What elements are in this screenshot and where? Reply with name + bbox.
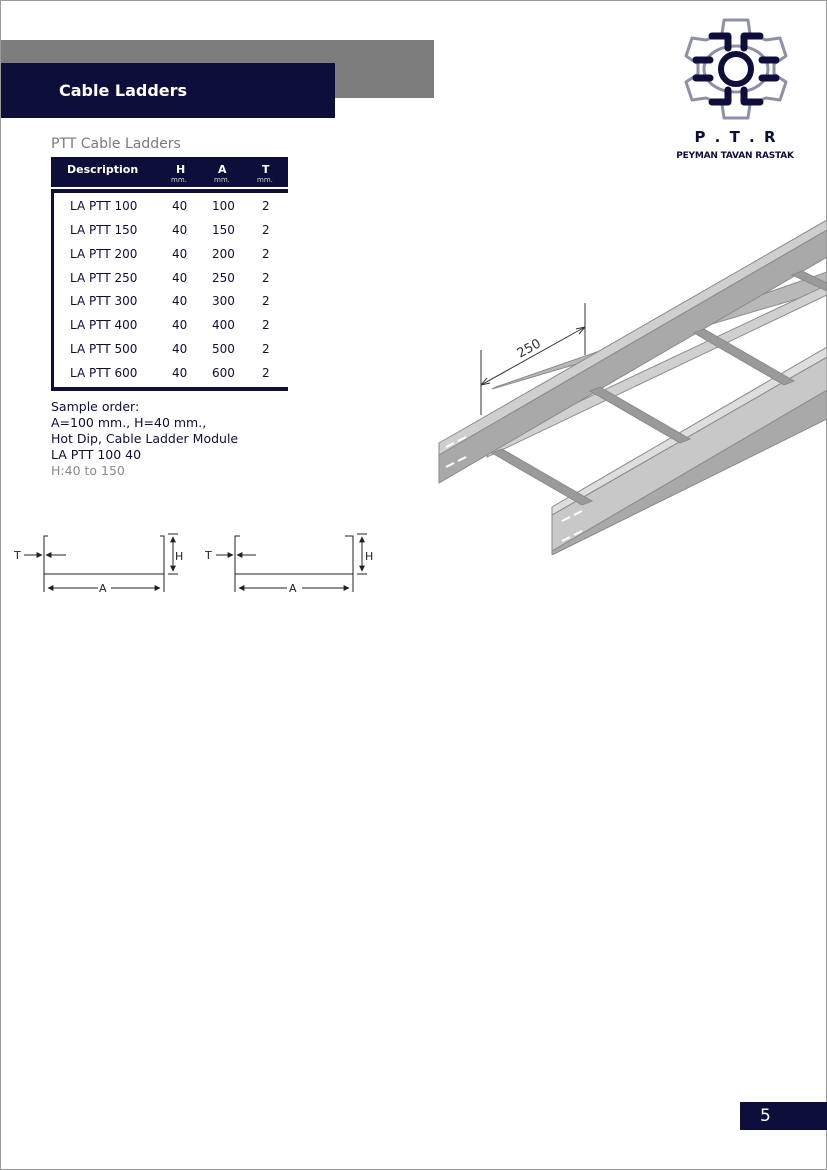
order-line-1: A=100 mm., H=40 mm., — [51, 415, 207, 430]
row-t: 2 — [262, 366, 270, 380]
table-row — [51, 199, 288, 219]
row-t: 2 — [262, 294, 270, 308]
row-h: 40 — [172, 318, 188, 332]
h-label-right: H — [365, 550, 374, 563]
row-h: 40 — [172, 271, 188, 285]
header-h: H — [176, 163, 186, 176]
row-description: LA PTT 150 — [70, 223, 138, 237]
table-header — [51, 157, 288, 187]
row-t: 2 — [262, 318, 270, 332]
table-bottom-rule — [51, 387, 288, 391]
page-number-box — [740, 1102, 827, 1130]
order-line-2: Hot Dip, Cable Ladder Module — [51, 431, 239, 446]
row-description: LA PTT 500 — [70, 342, 138, 356]
a-label-left: A — [99, 582, 107, 595]
row-h: 40 — [172, 294, 188, 308]
row-a: 300 — [212, 294, 235, 308]
row-h: 40 — [172, 247, 188, 261]
row-h: 40 — [172, 366, 188, 380]
logo-text: P . T . R — [694, 128, 778, 146]
table-row — [51, 271, 288, 291]
table-row — [51, 223, 288, 243]
row-a: 600 — [212, 366, 235, 380]
cable-ladder-image — [432, 215, 827, 555]
row-h: 40 — [172, 199, 188, 213]
row-a: 400 — [212, 318, 235, 332]
row-description: LA PTT 400 — [70, 318, 138, 332]
row-description: LA PTT 100 — [70, 199, 138, 213]
row-a: 250 — [212, 271, 235, 285]
row-description: LA PTT 200 — [70, 247, 138, 261]
logo-subtitle: PEYMAN TAVAN RASTAK — [676, 151, 794, 161]
sample-order — [51, 399, 238, 479]
row-t: 2 — [262, 247, 270, 261]
ladder-rung — [492, 449, 592, 505]
t-label-right: T — [205, 549, 212, 562]
row-t: 2 — [262, 271, 270, 285]
row-a: 200 — [212, 247, 235, 261]
profile-diagrams — [10, 528, 390, 600]
header-a: A — [218, 163, 227, 176]
row-h: 40 — [172, 342, 188, 356]
table-top-rule — [51, 189, 288, 193]
header-description: Description — [67, 163, 139, 176]
h-label-left: H — [175, 550, 184, 563]
header-t: T — [262, 163, 270, 176]
a-label-right: A — [289, 582, 297, 595]
order-label: Sample order: — [51, 399, 140, 414]
row-description: LA PTT 250 — [70, 271, 138, 285]
ladder-rail-front-side — [552, 390, 827, 555]
dimension-label: 250 — [514, 336, 544, 362]
row-a: 500 — [212, 342, 235, 356]
gear-logo-icon — [676, 14, 796, 124]
page-title: Cable Ladders — [59, 81, 188, 100]
order-code: LA PTT 100 40 — [51, 447, 142, 462]
header-t-unit: mm. — [257, 176, 273, 184]
ladder-rung — [590, 387, 690, 443]
table-row — [51, 247, 288, 267]
row-a: 100 — [212, 199, 235, 213]
ladder-rung — [694, 329, 794, 385]
table-row — [51, 318, 288, 338]
row-description: LA PTT 600 — [70, 366, 138, 380]
row-h: 40 — [172, 223, 188, 237]
header-a-unit: mm. — [214, 176, 230, 184]
row-t: 2 — [262, 223, 270, 237]
table-row — [51, 294, 288, 314]
page-number: 5 — [760, 1106, 771, 1126]
row-description: LA PTT 300 — [70, 294, 138, 308]
t-label-left: T — [14, 549, 21, 562]
row-t: 2 — [262, 199, 270, 213]
table-row — [51, 366, 288, 386]
table-row — [51, 342, 288, 362]
row-t: 2 — [262, 342, 270, 356]
order-range: H:40 to 150 — [51, 463, 125, 478]
header-h-unit: mm. — [171, 176, 187, 184]
row-a: 150 — [212, 223, 235, 237]
section-title: PTT Cable Ladders — [51, 136, 181, 152]
